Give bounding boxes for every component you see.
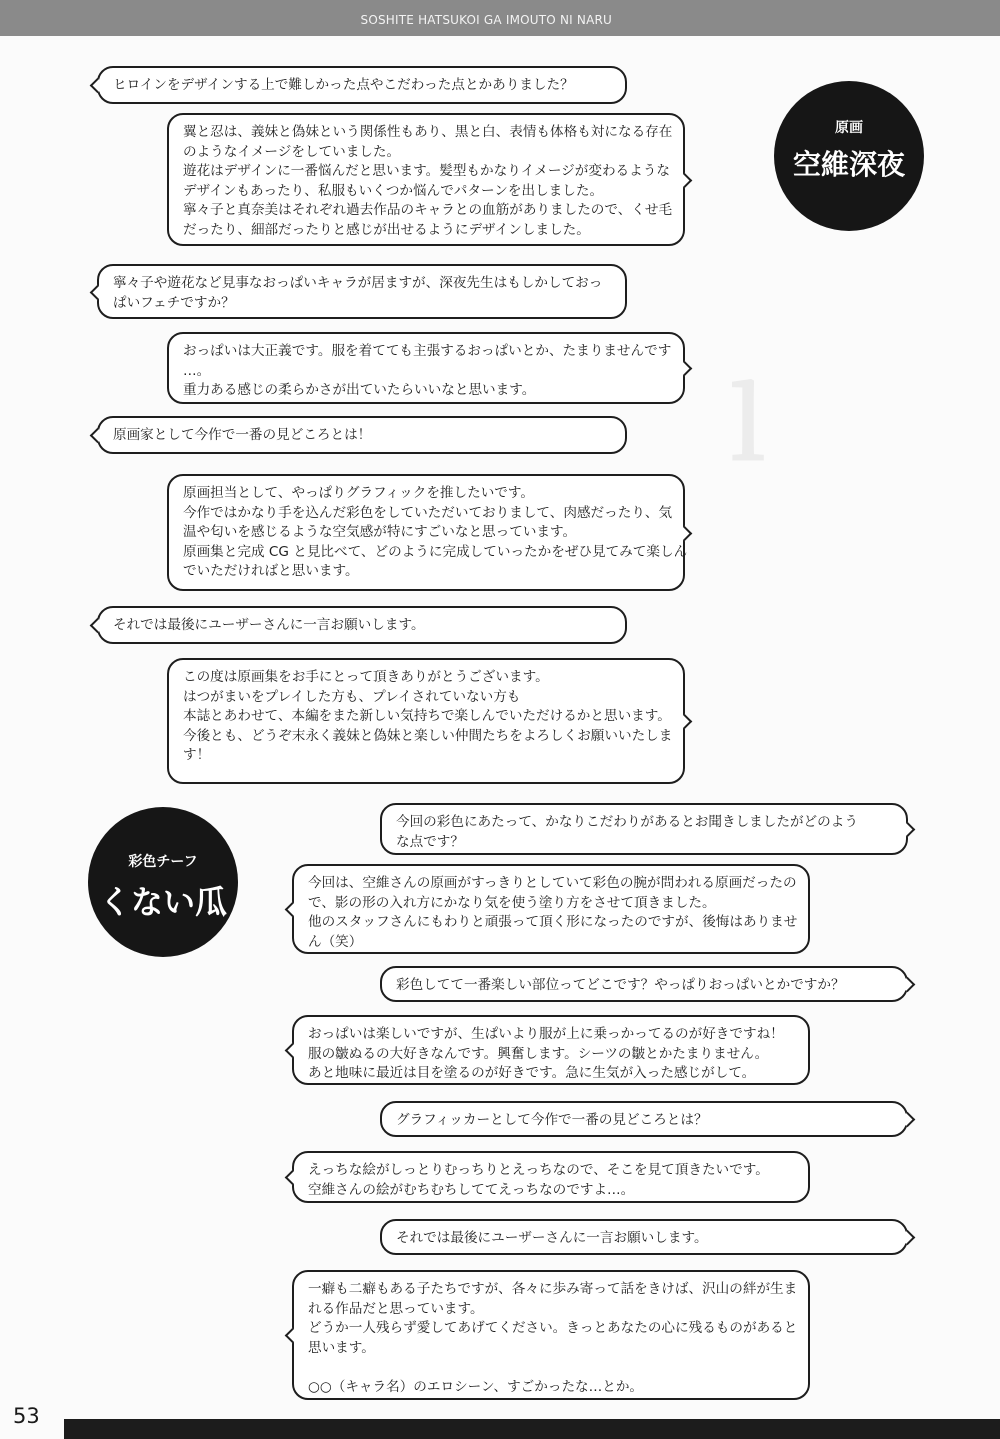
bubble-line: だったり、細部だったりと感じが出せるようにデザインしました。: [183, 221, 590, 238]
colorist-name: くない瓜: [98, 883, 227, 921]
bubble-line: ぱいフェチですか？: [113, 294, 235, 311]
bubble-line: 遊花はデザインに一番悩んだと思います。髪型もかなりイメージが変わるような: [183, 163, 670, 180]
interview1-answer-4: [167, 658, 685, 784]
bubble-line: 今作ではかなり手を込んだ彩色をしていただいておりまして、肉感だったり、気: [183, 504, 673, 521]
bubble-tail: [677, 361, 693, 377]
bubble-line: 温や匂いを感じるような空気感が特にすごいなと思っています。: [183, 524, 577, 541]
interview2-answer-3: [292, 1151, 810, 1203]
colorist-role: 彩色チーフ: [128, 854, 198, 870]
bubble-tail: [900, 1230, 916, 1246]
bubble-line: ○○（キャラ名）のエロシーン、すごかったな…とか。: [308, 1378, 644, 1395]
interview2-question-3: [380, 1101, 908, 1137]
bubble-tail: [90, 428, 106, 444]
bubble-line: それでは最後にユーザーさんに一言お願いします。: [113, 617, 425, 633]
bubble-line: 今回は、空維さんの原画がすっきりとしていて彩色の腕が問われる原画だったの: [308, 875, 797, 891]
bubble-line: 今回の彩色にあたって、かなりこだわりがあるとお聞きしましたがどのよう: [396, 814, 858, 830]
interview1-answer-2: [167, 332, 685, 404]
bubble-tail: [90, 618, 106, 634]
bubble-tail: [285, 1170, 301, 1186]
bubble-line: 寧々子と真奈美はそれぞれ過去作品のキャラとの血筋がありましたので、くせ毛: [183, 202, 673, 219]
bubble-tail: [90, 78, 106, 94]
bubble-line: おっぱいは大正義です。服を着てても主張するおっぱいとか、たまりませんです: [183, 343, 672, 359]
colorist-badge: [88, 807, 238, 957]
bubble-line: えっちな絵がしっとりむっちりとえっちなので、そこを見て頂きたいです。: [308, 1162, 769, 1178]
artist-badge: [774, 81, 924, 231]
bubble-line: 今後とも、どうぞ末永く義妹と偽妹と楽しい仲間たちをよろしくお願いいたしま: [183, 727, 673, 744]
bubble-line: 翼と忍は、義妹と偽妹という関係性もあり、黒と白、表情も体格も対になる存在: [183, 124, 673, 140]
interview1-question-4: [97, 606, 627, 644]
bubble-line: 原画集と完成 CG と見比べて、どのように完成していったかをぜひ見てみて楽しん: [183, 543, 688, 560]
bubble-tail: [285, 1328, 301, 1344]
bubble-line: おっぱいは楽しいですが、生ぱいより服が上に乗っかってるのが好きですね！: [308, 1026, 784, 1042]
header-title: SOSHITE HATSUKOI GA IMOUTO NI NARU: [360, 13, 612, 27]
bubble-tail: [900, 1112, 916, 1128]
interview2-question-1: [380, 803, 908, 855]
bubble-line: はつがまいをプレイした方も、プレイされていない方も: [183, 688, 521, 705]
bubble-line: す！: [183, 747, 211, 764]
bubble-line: ん（笑）: [308, 933, 363, 950]
bubble-line: 思います。: [308, 1339, 375, 1356]
bubble-line: あと地味に最近は目を塗るのが好きです。急に生気が入った感じがして。: [308, 1065, 756, 1082]
bubble-tail: [285, 902, 301, 918]
bubble-line: 一癖も二癖もある子たちですが、各々に歩み寄って話をきけば、沢山の絆が生ま: [308, 1281, 798, 1297]
interview1-question-3: [97, 416, 627, 454]
bubble-line: でいただければと思います。: [183, 563, 359, 580]
bubble-line: のようなイメージをしていました。: [183, 143, 401, 160]
bubble-line: 服の皺ぬるの大好きなんです。興奮します。シーツの皺とかたまりません。: [308, 1045, 769, 1062]
bubble-line: な点です？: [396, 833, 464, 850]
bubble-line-blank: [308, 1358, 794, 1378]
artist-role: 原画: [835, 120, 863, 136]
bubble-line: 彩色してて一番楽しい部位ってどこです？やっぱりおっぱいとかですか？: [396, 977, 845, 993]
interview2-question-4: [380, 1219, 908, 1255]
interview1-answer-3: [167, 474, 688, 591]
bubble-tail: [677, 525, 693, 541]
bubble-tail: [285, 1043, 301, 1059]
bubble-line: 原画家として今作で一番の見どころとは！: [113, 427, 372, 443]
interview1-answer-1: [167, 113, 685, 246]
bubble-line: で、影の形の入れ方にかなり気を使う塗り方をさせて頂きました。: [308, 894, 716, 911]
bubble-line: グラフィッカーとして今作で一番の見どころとは？: [396, 1112, 708, 1128]
bubble-tail: [677, 172, 693, 188]
bubble-line: それでは最後にユーザーさんに一言お願いします。: [396, 1230, 708, 1246]
bubble-tail: [677, 714, 693, 730]
bubble-line: どうか一人残らず愛してあげてください。きっとあなたの心に残るものがあると: [308, 1320, 798, 1337]
bubble-line: 本誌とあわせて、本編をまた新しい気持ちで楽しんでいただけるかと思います。: [183, 708, 671, 725]
bubble-tail: [900, 977, 916, 993]
interview2-answer-2: [292, 1015, 810, 1085]
interview2-question-2: [380, 966, 908, 1002]
bubble-line: れる作品だと思っています。: [308, 1300, 484, 1317]
bubble-line: 原画担当として、やっぱりグラフィックを推したいです。: [183, 485, 534, 501]
header-bar: [0, 0, 1000, 36]
interview2-answer-4: [292, 1270, 810, 1400]
artist-name: 空維深夜: [792, 148, 905, 181]
bubble-line: この度は原画集をお手にとって頂きありがとうございます。: [183, 669, 549, 685]
interview1-question-1: [97, 66, 627, 104]
interview1-question-2: [97, 264, 627, 319]
bubble-line: 重力ある感じの柔らかさが出ていたらいいなと思います。: [183, 382, 536, 399]
footer-bar: [64, 1419, 1000, 1439]
bubble-tail: [900, 822, 916, 838]
interview2-answer-1: [292, 864, 810, 954]
bubble-line: ヒロインをデザインする上で難しかった点やこだわった点とかありました？: [113, 77, 574, 93]
page-number: 53: [13, 1404, 40, 1428]
bubble-tail: [90, 284, 106, 300]
background-watermark: ｌ: [700, 369, 792, 482]
bubble-line: 空維さんの絵がむちむちしててえっちなのですよ…。: [308, 1181, 635, 1198]
bubble-line: 寧々子や遊花など見事なおっぱいキャラが居ますが、深夜先生はもしかしておっ: [113, 275, 603, 291]
bubble-line: 他のスタッフさんにもわりと頑張って頂く形になったのですが、後悔はありませ: [308, 914, 798, 931]
bubble-line: デザインもあったり、私服もいくつか悩んでパターンを出しました。: [183, 182, 604, 199]
bubble-line: …。: [183, 362, 211, 379]
